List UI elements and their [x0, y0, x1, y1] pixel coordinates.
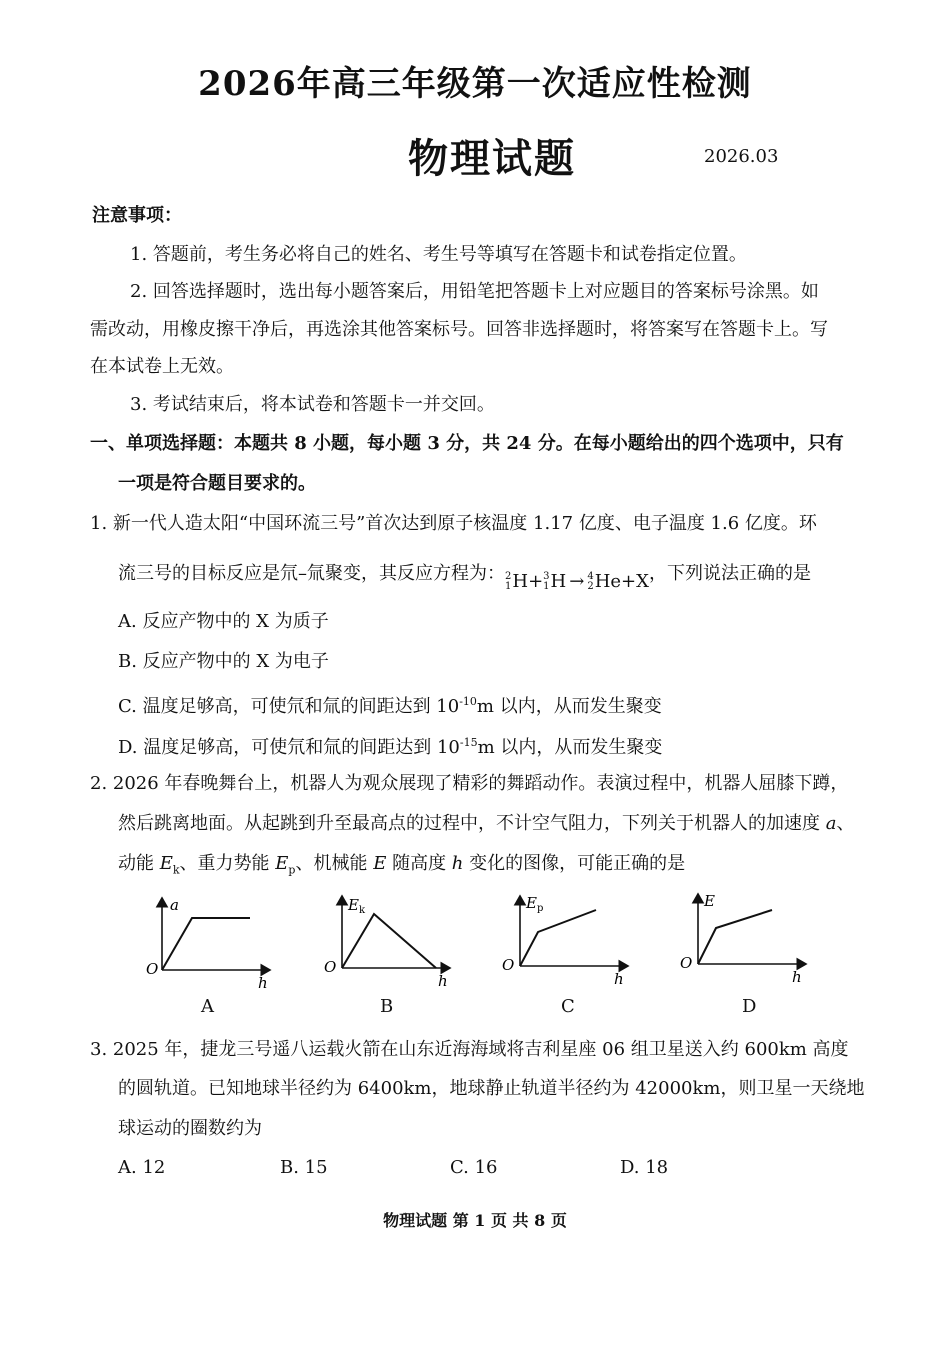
page-footer: 物理试题 第 1 页 共 8 页 — [383, 1211, 567, 1230]
graph-b-origin: O — [324, 958, 337, 976]
exam-date: 2026.03 — [704, 146, 779, 167]
graph-d-origin: O — [680, 954, 693, 972]
q2-stem-line-2-punct: 、 — [836, 813, 855, 834]
q2-stem-line-3 — [118, 852, 685, 883]
q1-stem-line-2 — [118, 562, 811, 594]
graph-b-curve — [342, 914, 436, 968]
graph-d-curve — [698, 910, 772, 964]
graph-a-letter: A — [201, 996, 214, 1017]
potential-energy-symbol: E — [275, 853, 289, 874]
graph-c-origin: O — [502, 956, 515, 974]
q1-option-c — [118, 690, 662, 719]
he-mass-number: 4 — [587, 571, 594, 582]
subject-title: 物理试题 — [408, 135, 576, 182]
graph-b — [320, 892, 460, 1006]
h3-mass-number: 3 — [543, 571, 550, 582]
graph-c-y-label: $E_p$ — [526, 894, 544, 914]
exam-title: 2026年高三年级第一次适应性检测 — [198, 64, 752, 104]
he-symbol: He+X — [594, 571, 649, 592]
q2-text-3: 、机械能 — [295, 853, 374, 874]
graph-c-letter: C — [561, 996, 575, 1017]
graph-c — [498, 892, 638, 1006]
graph-d-y-label: E — [704, 892, 715, 910]
graph-b-letter: B — [380, 996, 394, 1017]
q1-option-d — [118, 731, 662, 760]
q3-stem-line-1: 3. 2025 年，捷龙三号遥八运载火箭在山东近海海域将吉利星座 06 组卫星送入约 600km 高度 — [90, 1039, 849, 1060]
q2-stem-line-2-text: 然后跳离地面。从起跳到升至最高点的过程中，不计空气阻力，下列关于机器人的加速度 — [118, 813, 826, 834]
q3-stem-line-3: 球运动的圈数约为 — [118, 1118, 262, 1139]
notice-heading: 注意事项： — [92, 205, 182, 226]
notice-item-2-line-2: 需改动，用橡皮擦干净后，再选涂其他答案标号。回答非选择题时，将答案写在答题卡上。写 — [90, 319, 828, 340]
h3-charge-number: 1 — [543, 581, 550, 592]
reaction-arrow: → — [569, 571, 585, 592]
mechanical-energy-symbol: E — [373, 853, 387, 874]
reaction-equation — [505, 570, 649, 594]
kinetic-energy-subscript: k — [172, 863, 180, 877]
h2-charge-number: 1 — [505, 581, 512, 592]
graph-d-letter: D — [742, 996, 757, 1017]
q1-option-c-exponent: -10 — [459, 695, 477, 708]
graph-a-origin: O — [146, 960, 159, 978]
q2-text-2: 、重力势能 — [179, 853, 276, 874]
graph-a — [140, 892, 280, 1006]
notice-item-1: 1. 答题前，考生务必将自己的姓名、考生号等填写在答题卡和试卷指定位置。 — [130, 244, 747, 265]
h2-mass-number: 2 — [505, 571, 512, 582]
q1-option-c-text: C. 温度足够高，可使氘和氚的间距达到 10 — [118, 696, 460, 717]
acceleration-symbol: a — [825, 813, 837, 834]
q2-text-5: 变化的图像，可能正确的是 — [463, 853, 686, 874]
notice-item-2-line-3: 在本试卷上无效。 — [90, 356, 234, 377]
q2-stem-line-2 — [118, 812, 854, 836]
graph-c-x-label: h — [614, 970, 624, 988]
q1-stem-prefix: 流三号的目标反应是氘–氚聚变，其反应方程为： — [118, 563, 505, 584]
q2-text-1: 动能 — [118, 853, 160, 874]
height-symbol: h — [451, 853, 464, 874]
graph-a-y-label: a — [170, 896, 179, 914]
graph-b-y-label: $E_k$ — [348, 896, 366, 916]
q1-option-a: A. 反应产物中的 X 为质子 — [118, 611, 329, 632]
q2-text-4: 随高度 — [386, 853, 452, 874]
graph-a-x-label: h — [258, 974, 268, 992]
he-charge-number: 2 — [587, 581, 594, 592]
graph-c-curve — [520, 910, 596, 966]
section-1-heading-cont: 一项是符合题目要求的。 — [118, 473, 316, 494]
q1-stem-line-1: 1. 新一代人造太阳“中国环流三号”首次达到原子核温度 1.17 亿度、电子温度 1.6 亿度。环 — [90, 513, 817, 534]
h2-symbol: H+ — [512, 571, 544, 592]
notice-item-2-line-1: 2. 回答选择题时，选出每小题答案后，用铅笔把答题卡上对应题目的答案标号涂黑。如 — [130, 281, 819, 302]
q1-stem-suffix: ，下列说法正确的是 — [648, 563, 811, 584]
potential-energy-subscript: p — [288, 863, 296, 877]
graph-b-x-label: h — [438, 972, 448, 990]
q1-option-d-exponent: -15 — [459, 736, 478, 749]
q3-stem-line-2: 的圆轨道。已知地球半径约为 6400km，地球静止轨道半径约为 42000km，则卫星一天绕地 — [118, 1078, 865, 1099]
q2-stem-line-1: 2. 2026 年春晚舞台上，机器人为观众展现了精彩的舞蹈动作。表演过程中，机器人屈膝下蹲， — [90, 773, 849, 794]
graph-d-x-label: h — [792, 968, 802, 986]
section-1-heading: 一、单项选择题：本题共 8 小题，每小题 3 分，共 24 分。在每小题给出的四个选项中，只有 — [90, 433, 844, 454]
h3-symbol: H — [550, 571, 567, 592]
q3-option-c: C. 16 — [450, 1157, 498, 1178]
q3-option-b: B. 15 — [280, 1157, 328, 1178]
q1-option-d-text: D. 温度足够高，可使氘和氚的间距达到 10 — [118, 737, 460, 758]
kinetic-energy-symbol: E — [159, 853, 173, 874]
q3-option-a: A. 12 — [118, 1157, 166, 1178]
q3-option-d: D. 18 — [620, 1157, 669, 1178]
q1-option-d-rest: m 以内，从而发生聚变 — [477, 737, 663, 758]
graph-a-curve — [162, 918, 250, 970]
q1-option-b: B. 反应产物中的 X 为电子 — [118, 651, 329, 672]
notice-item-3: 3. 考试结束后，将本试卷和答题卡一并交回。 — [130, 394, 495, 415]
q1-option-c-rest: m 以内，从而发生聚变 — [476, 696, 662, 717]
graph-d — [676, 892, 816, 1006]
